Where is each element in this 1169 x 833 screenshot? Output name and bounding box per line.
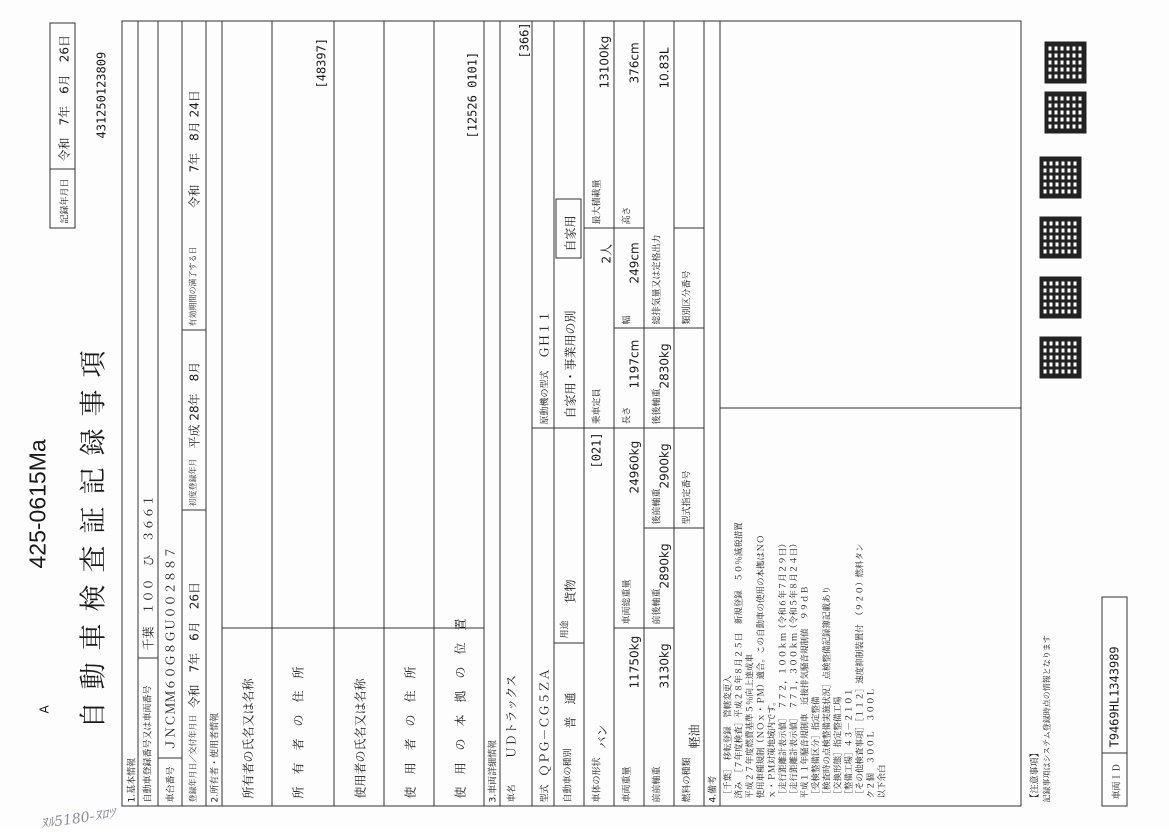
reg-number-label: 自動車登録番号又は車両番号 bbox=[143, 685, 154, 803]
notice-heading: 【注意事項】 bbox=[1030, 748, 1041, 803]
width-value: 249cm bbox=[627, 242, 642, 284]
qr-code bbox=[1045, 42, 1087, 84]
front-rear-axle-label: 前後軸重 bbox=[652, 588, 663, 625]
engine-label: 原動機の型式 bbox=[540, 370, 551, 425]
fuel-value: 軽油 bbox=[687, 724, 702, 749]
remark-line: ク２個 ３００Ｌ ３００Ｌ bbox=[866, 687, 877, 799]
height-label: 高さ bbox=[622, 206, 633, 225]
type-number-label: 型式指定番号 bbox=[682, 470, 693, 525]
max-load-value: 13100kg bbox=[597, 35, 612, 89]
remark-line: 以下余白 bbox=[877, 764, 888, 799]
owner-name-label: 所有者の氏名又は名称 bbox=[241, 678, 256, 799]
use-label: 用途 bbox=[560, 620, 571, 639]
remark-line: 平成２７年度燃費基準５％向上達成車 bbox=[745, 653, 756, 799]
rear-front-axle-label: 後前軸重 bbox=[652, 488, 663, 525]
qr-code bbox=[1040, 157, 1082, 199]
remark-line: ［その他検査事項］［１１２］速度抑制装置付 （９２０）燃料タン bbox=[855, 543, 866, 799]
body-label: 車体の形状 bbox=[592, 757, 603, 803]
first-reg-label: 初度登録年月 bbox=[188, 458, 198, 507]
vin-value: ＪＮＣＭＭ６０Ｇ８ＧＵ００２８８７ bbox=[163, 546, 178, 751]
user-name-label: 使用者の氏名又は名称 bbox=[353, 678, 368, 799]
inspection-certificate-document bbox=[0, 1, 1169, 829]
plate-number: 425-0615Ma bbox=[24, 439, 51, 569]
rear-rear-axle-label: 後後軸重 bbox=[652, 388, 663, 425]
gross-weight-label: 車両総重量 bbox=[622, 579, 633, 625]
maker-code: [366] bbox=[517, 22, 532, 59]
remark-line: 使用車種規制（ＮＯｘ・ＰＭ）適合。この自動車の使用の本拠はＮＯ bbox=[756, 534, 767, 799]
gross-weight-value: 24960kg bbox=[627, 440, 642, 494]
remark-line: ［交換形態］指定整備工場 bbox=[833, 696, 844, 799]
section1-heading: 1.基本情報 bbox=[127, 757, 138, 803]
reg-date-value: 令和 7年 6月 26日 bbox=[187, 581, 202, 709]
engine-value: ＧＨ１１ bbox=[537, 310, 552, 359]
section4-heading: 4.備考 bbox=[708, 775, 719, 803]
section2-heading: 2.所有者・使用者情報 bbox=[210, 712, 221, 803]
record-date-value: 令和 7年 6月 26日 bbox=[57, 34, 72, 162]
kind-value: 普 通 bbox=[563, 692, 578, 729]
length-value: 1197cm bbox=[627, 339, 642, 389]
rear-rear-axle-value: 2830kg bbox=[657, 343, 672, 389]
model-label: 型式 bbox=[540, 784, 551, 803]
expiry-label: 有効期間の満了する日 bbox=[188, 246, 198, 327]
height-value: 376cm bbox=[627, 42, 642, 84]
vin-label: 車台番号 bbox=[166, 766, 177, 803]
record-date-label: 記録年月日 bbox=[60, 178, 71, 224]
front-rear-axle-value: 2890kg bbox=[657, 543, 672, 589]
remark-line: ［走行距離計表示値］ ７７２，１００ｋｍ（令和６年７月２９日） bbox=[778, 539, 789, 799]
body-code: [021] bbox=[589, 432, 604, 469]
max-load-label: 最大積載量 bbox=[592, 179, 603, 225]
remark-line: ［検査時の点検整備実施状況］点検整備記録簿記載あり bbox=[822, 585, 833, 799]
vehicle-id-box bbox=[1102, 597, 1128, 807]
remarks-list bbox=[724, 419, 889, 799]
remark-line: ［整備工場］４３－２１０１ bbox=[844, 687, 855, 799]
owner-code: [48397] bbox=[314, 37, 329, 89]
width-label: 幅 bbox=[622, 315, 633, 325]
owner-address-label: 所 有 者 の 住 所 bbox=[291, 666, 306, 799]
purpose-box bbox=[556, 199, 582, 259]
maker-value: ＵＤトラックス bbox=[504, 674, 519, 759]
vehicle-id-value: T9469HL1343989 bbox=[1107, 646, 1122, 748]
model-value: ＱＰＧ－ＣＧ５ＺＡ bbox=[537, 668, 552, 777]
purpose-box-value: 自家用 bbox=[563, 215, 578, 252]
section3-heading: 3.車両詳細情報 bbox=[488, 739, 499, 803]
remark-line: ｘ・ＰＭ対策地域内です。 bbox=[767, 697, 778, 799]
capacity-value: 2人 bbox=[599, 243, 614, 264]
handwritten-note: ﾇﾙ5180-ﾇﾛﾂ bbox=[39, 805, 117, 833]
base-location-code: [12526 0101] bbox=[465, 51, 480, 139]
record-date-box bbox=[50, 23, 76, 229]
front-front-axle-value: 3130kg bbox=[657, 643, 672, 689]
notice-text: 記録事項はシステム登録時点の情報となります bbox=[1042, 635, 1052, 803]
remark-line: 平成１１年騒音規制車 近接排気騒音規制値 ９９ｄＢ bbox=[800, 585, 811, 799]
remark-line: ［千葉］ 移転登録 管轄変更入 bbox=[723, 675, 734, 799]
document-title: 自動車検査証記録事項 bbox=[78, 338, 110, 729]
remark-line: 済み ［７年度検査］平成２８年８月２５日 新規登録 ５０％減税措置 bbox=[734, 522, 745, 799]
qr-code bbox=[1045, 92, 1087, 134]
qr-code bbox=[1040, 217, 1082, 259]
capacity-label: 乗車定員 bbox=[592, 388, 603, 425]
maker-label: 車名 bbox=[507, 784, 518, 803]
vehicle-id-label: 車両ＩＤ bbox=[1112, 763, 1123, 800]
reg-number-value: 千葉 １００ ひ ３６６１ bbox=[141, 494, 156, 651]
weight-label: 車両重量 bbox=[622, 766, 633, 803]
label-a: A bbox=[37, 705, 52, 714]
remark-line: ［走行距離計表示値］ ７７１，３００ｋｍ（令和５年８月２４日） bbox=[789, 539, 800, 799]
first-reg-value: 平成 28年 8月 bbox=[187, 361, 202, 449]
qr-code bbox=[1040, 337, 1082, 379]
remark-line: ［受検整備区分］指定整備 bbox=[811, 696, 822, 799]
front-front-axle-label: 前前軸重 bbox=[652, 766, 663, 803]
displacement-label: 総排気量又は定格出力 bbox=[652, 234, 663, 325]
kind-label: 自動車の種別 bbox=[563, 748, 574, 803]
purpose-label: 自家用・事業用の別 bbox=[563, 310, 578, 419]
document-number: 431250123809 bbox=[94, 51, 109, 139]
length-label: 長さ bbox=[622, 406, 633, 425]
rear-front-axle-value: 2900kg bbox=[657, 443, 672, 489]
fuel-label: 燃料の種類 bbox=[682, 757, 693, 803]
qr-code bbox=[1040, 277, 1082, 319]
displacement-value: 10.83L bbox=[657, 47, 672, 89]
body-value: バン bbox=[595, 724, 610, 749]
weight-value: 11750kg bbox=[627, 635, 642, 689]
class-number-label: 類別区分番号 bbox=[682, 270, 693, 325]
use-value: 貨物 bbox=[563, 579, 578, 604]
base-location-label: 使 用 の 本 拠 の 位 置 bbox=[453, 618, 468, 799]
reg-date-label: 登録年月日／交付年月日 bbox=[188, 714, 198, 803]
expiry-value: 令和 7年 8月 24日 bbox=[187, 90, 202, 209]
user-address-label: 使 用 者 の 住 所 bbox=[403, 666, 418, 799]
